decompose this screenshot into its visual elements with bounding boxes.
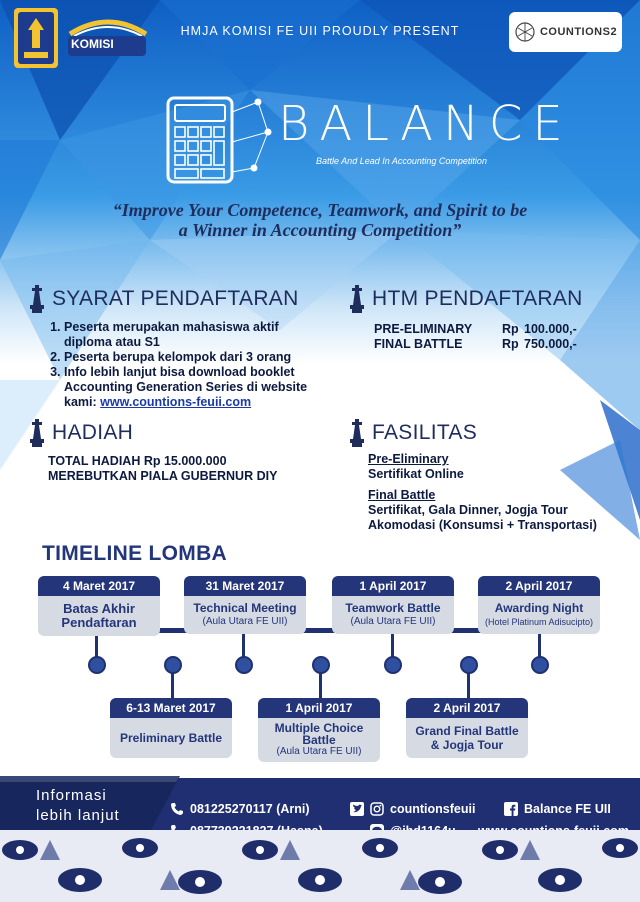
htm-heading [348,284,583,314]
phone-icon [170,802,184,816]
website-link[interactable]: www.countions-feuii.com [100,395,252,409]
timeline-date: 6-13 Maret 2017 [110,698,232,718]
timeline-card [478,576,600,634]
htm-price-table [374,322,624,352]
twitter-icon [350,802,364,816]
timeline-stem [171,672,174,700]
chess-piece-icon [348,418,366,448]
timeline-event-title: Teamwork Battle [345,601,441,615]
syarat-heading [28,284,299,314]
syarat-title: SYARAT PENDAFTARAN [52,287,299,310]
timeline-event-title: Awarding Night [494,601,584,615]
timeline-event-venue: (Aula Utara FE UII) [276,746,362,757]
contact-social [350,802,475,816]
uii-logo-icon [14,8,58,68]
timeline-card [332,576,454,634]
countions-logo-text: COUNTIONS2 [539,26,618,38]
syarat-item: 2. Peserta berupa kelompok dari 3 orang [64,350,328,365]
countions-logo [509,12,622,52]
timeline-event-title: Preliminary Battle [119,731,223,745]
contact-facebook [504,802,611,816]
tagline-line-1: “Improve Your Competence, Teamwork, and Spirit to be [112,200,528,220]
network-icon [514,21,536,43]
timeline-event-venue: (Aula Utara FE UII) [350,616,436,627]
timeline-date: 4 Maret 2017 [38,576,160,596]
komisi-logo-text: KOMISI [71,37,114,51]
timeline-date: 31 Maret 2017 [184,576,306,596]
chess-piece-icon [28,284,46,314]
syarat-item-text: Info lebih lanjut bisa download booklet Accounting Generation Series di website kami: [64,365,308,409]
timeline-event-title: Multiple Choice [274,721,364,735]
timeline-date: 2 April 2017 [406,698,528,718]
timeline-event-title: Battle [302,733,336,747]
present-text: HMJA KOMISI FE UII PROUDLY PRESENT [180,24,460,38]
price-amount: 100.000,- [524,322,577,336]
event-subtitle: Battle And Lead In Accounting Competition [316,156,487,166]
timeline-event-venue: (Aula Utara FE UII) [202,616,288,627]
timeline-event-venue: (Hotel Platinum Adisucipto) [484,617,594,627]
price-label: FINAL BATTLE [374,337,463,351]
fasilitas-heading [348,418,477,448]
calculator-network-icon [162,92,274,190]
info-line-1: Informasi [36,787,107,804]
timeline-event-title: Pendaftaran [61,615,137,630]
timeline-line [96,628,544,633]
fasilitas-final-line1: Sertifikat, Gala Dinner, Jogja Tour [368,503,568,517]
timeline-card [406,698,528,758]
timeline-card [38,576,160,636]
timeline-heading: TIMELINE LOMBA [42,542,228,565]
info-line-2: lebih lanjut [36,807,120,824]
hadiah-body [48,454,328,484]
syarat-item [64,365,328,410]
timeline-event [38,596,160,636]
tagline-line-2: a Winner in Accounting Competition” [178,220,462,240]
timeline-card [110,698,232,758]
syarat-item: 1. Peserta merupakan mahasiswa aktif diploma atau S1 [64,320,328,350]
price-label: PRE-ELIMINARY [374,322,473,336]
instagram-icon [370,802,384,816]
timeline-event [258,718,380,762]
price-amount: 750.000,- [524,337,577,351]
facebook-page[interactable]: Balance FE UII [524,802,611,816]
timeline-date: 1 April 2017 [332,576,454,596]
timeline-date: 2 April 2017 [478,576,600,596]
timeline-stem [467,672,470,700]
phone-number[interactable]: 081225270117 (Arni) [190,802,310,816]
hadiah-total: TOTAL HADIAH Rp 15.000.000 [48,454,227,468]
fasilitas-final-title: Final Battle [368,488,436,502]
facebook-icon [504,802,518,816]
batik-pattern-band [0,830,640,902]
timeline-event-title: Grand Final Battle [415,724,519,738]
price-currency: Rp [502,337,519,351]
timeline-dot [88,656,106,674]
timeline-dot [235,656,253,674]
contact-phone-1 [170,802,310,816]
social-handle[interactable]: countionsfeuii [390,802,476,816]
info-label [36,786,120,826]
timeline-event [478,596,600,634]
price-currency: Rp [502,322,519,336]
timeline-event [184,596,306,634]
timeline-card [258,698,380,762]
hadiah-title: HADIAH [52,421,134,444]
hadiah-trophy: MEREBUTKAN PIALA GUBERNUR DIY [48,469,278,483]
fasilitas-pre-title: Pre-Eliminary [368,452,449,466]
timeline-card [184,576,306,634]
price-row [374,322,624,337]
fasilitas-title: FASILITAS [372,421,478,444]
timeline-dot [384,656,402,674]
timeline-date: 1 April 2017 [258,698,380,718]
fasilitas-pre-body: Sertifikat Online [368,467,464,481]
price-row [374,337,624,352]
hadiah-heading [28,418,133,448]
timeline-event-title: Batas Akhir [63,601,135,616]
timeline-event [406,718,528,758]
fasilitas-final-line2: Akomodasi (Konsumsi + Transportasi) [368,518,597,532]
syarat-list [48,320,328,410]
timeline-dot [531,656,549,674]
timeline-event [332,596,454,634]
chess-piece-icon [28,418,46,448]
timeline-event-title: & Jogja Tour [430,738,504,752]
htm-title: HTM PENDAFTARAN [372,287,583,310]
chess-piece-icon [348,284,366,314]
timeline-event [110,718,232,758]
timeline-stem [319,672,322,700]
event-title: BALANCE [278,96,573,152]
fasilitas-body [368,452,632,533]
tagline-quote [80,200,560,240]
timeline-event-title: Technical Meeting [193,601,297,615]
komisi-logo-icon [66,14,150,58]
